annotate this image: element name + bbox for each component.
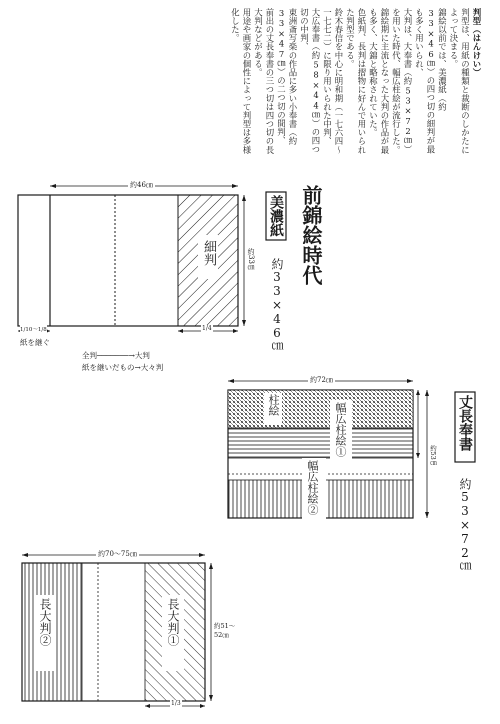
era-title: 前錦絵時代 [299, 185, 323, 285]
hashira-e-area [228, 390, 413, 428]
piece-nagaooban-2: 長大判② [38, 598, 52, 646]
text-paragraph: 錦絵期に主流となった大判の作品が最も多く、大錦と略称されていた。 [368, 8, 390, 155]
piece-hashira-e: 柱絵 [267, 394, 280, 416]
third-label-nagaooban: 1/3 [171, 700, 181, 707]
piece-habahiro-1: 幅広柱絵① [334, 402, 347, 457]
note-oban: 全判───────→大判 [82, 351, 150, 360]
width-label-takenaga: 約72㎝ [310, 376, 333, 384]
join-label: 紙を継ぐ [20, 338, 50, 347]
quarter-label-mino: 1/4 [202, 325, 212, 332]
join-fraction: 1/10〜1/8 [20, 327, 47, 333]
piece-hosoban: 細判 [201, 240, 216, 266]
paper-name-mino: 美濃紙 [268, 195, 284, 237]
text-paragraph: 色紙判、長判は摺物に好んで用いられた判型である。 [345, 8, 367, 155]
text-paragraph: 東洲斎写楽の作品に多い小奉書（約33×47㎝）の二つ切の間判、 [276, 8, 298, 146]
habahiro-1-area [228, 428, 413, 458]
text-paragraph: 鈴木春信を中心に明和期（一七六四〜一七七二）に限り用いられた中判、 [322, 8, 344, 155]
text-paragraph: 前出の丈長奉書の三つ切は四つ切の長大判などがある。 [253, 8, 275, 155]
diagram-takenaga [228, 379, 429, 522]
text-paragraph: 用途や画家の個性によって判型は多様化した。 [230, 8, 252, 155]
piece-nagaooban-1: 長大判① [166, 598, 180, 646]
text-paragraph: 錦絵以前では、美濃紙（約33×46㎝）の四つ切の細判が最も多く用いられ、 [414, 8, 448, 154]
height-label-mino: 約33㎝ [247, 248, 255, 271]
height-label-takenaga: 約53㎝ [429, 445, 437, 467]
note-oooban: 紙を継いだもの→大々判 [82, 363, 164, 372]
paper-name-takenaga: 丈長奉書 [457, 395, 473, 451]
width-label-nagaooban: 約70〜75㎝ [98, 550, 137, 558]
paper-size-mino: 約33×46㎝ [270, 258, 284, 352]
text-paragraph: 大判は、大奉書（約53×72㎝）を用いた時代、幅広柱絵が流行した。 [391, 8, 413, 155]
text-paragraph: 判型は、用紙の種類と裁断のしかたによって決まる。 [449, 8, 471, 155]
piece-habahiro-2: 幅広柱絵② [306, 460, 319, 515]
paper-size-takenaga: 約53×72㎝ [458, 478, 472, 572]
text-block [230, 8, 482, 160]
width-label-mino: 約46㎝ [130, 181, 153, 189]
text-paragraph: 大広奉書（約58×44㎝）の四つ切の中判、 [299, 8, 321, 154]
height-label-nagaooban: 約51〜52㎝ [214, 622, 236, 639]
text-heading: 判型（はんけい） [472, 8, 482, 77]
